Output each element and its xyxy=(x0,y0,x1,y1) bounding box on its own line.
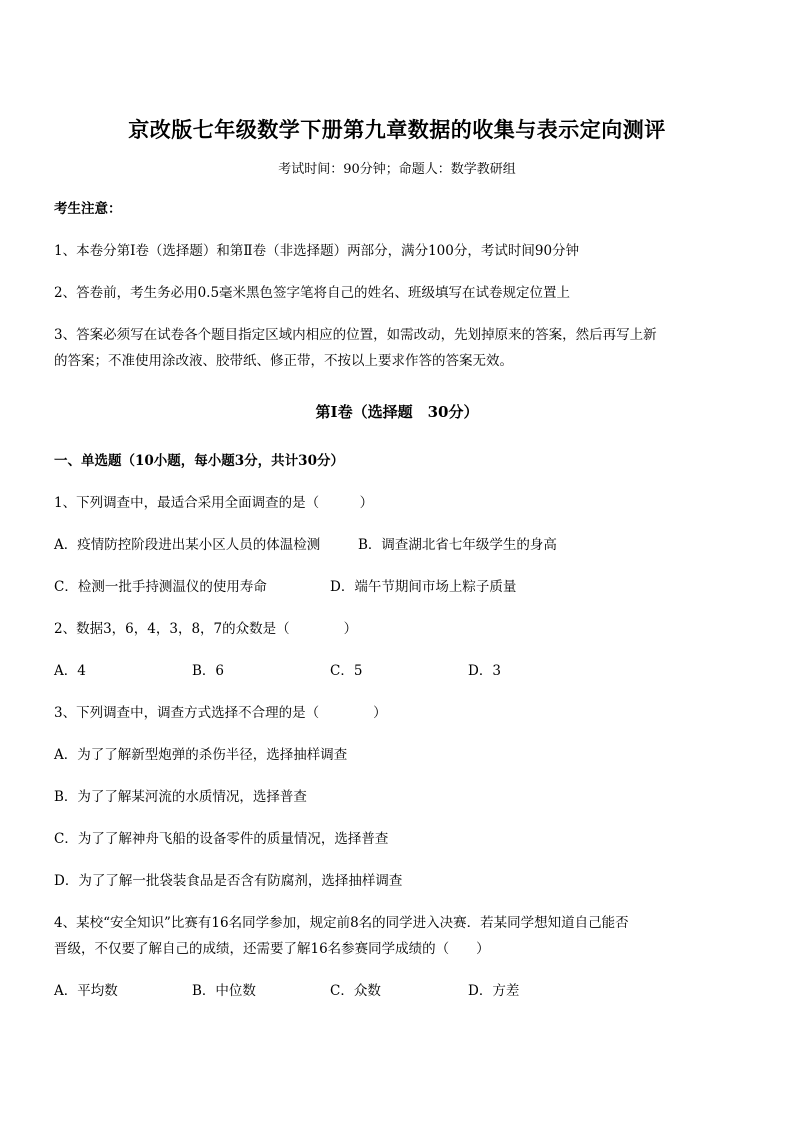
question-3-option-b: B．为了了解某河流的水质情况，选择普查 xyxy=(54,789,307,805)
question-3-stem: 3、下列调查中，调查方式选择不合理的是（ ） xyxy=(54,705,387,721)
question-3-option-a: A．为了了解新型炮弹的杀伤半径，选择抽样调查 xyxy=(54,747,348,763)
question-1-stem: 1、下列调查中，最适合采用全面调查的是（ ） xyxy=(54,495,374,511)
notice-item-2: 2、答卷前，考生务必用0.5毫米黑色签字笔将自己的姓名、班级填写在试卷规定位置上 xyxy=(54,285,571,301)
question-3-option-c: C．为了了解神舟飞船的设备零件的质量情况，选择普查 xyxy=(54,831,389,847)
question-3-option-d: D．为了了解一批袋装食品是否含有防腐剂，选择抽样调查 xyxy=(54,873,403,889)
question-2-option-b: B．6 xyxy=(192,663,225,679)
question-4-stem: 4、某校“安全知识”比赛有16名同学参加，规定前8名的同学进入决赛．若某同学想知道自己能否 xyxy=(54,915,629,931)
question-4-option-a: A．平均数 xyxy=(54,983,118,999)
question-2-stem: 2、数据3，6，4，3，8，7的众数是（ ） xyxy=(54,621,358,637)
question-4-option-c: C．众数 xyxy=(330,983,381,999)
notice-item-1: 1、本卷分第Ⅰ卷（选择题）和第Ⅱ卷（非选择题）两部分，满分100分，考试时间90分钟 xyxy=(54,243,580,259)
question-1-option-a: A．疫情防控阶段进出某小区人员的体温检测 xyxy=(54,537,321,553)
question-2-option-d: D．3 xyxy=(468,663,501,679)
exam-subtitle: 考试时间：90分钟；命题人：数学教研组 xyxy=(278,162,516,177)
question-4-option-d: D．方差 xyxy=(468,983,520,999)
part-heading: 一、单选题（10小题，每小题3分，共计30分） xyxy=(54,453,344,469)
question-4-stem-cont: 晋级，不仅要了解自己的成绩，还需要了解16名参赛同学成绩的（ ） xyxy=(54,941,490,957)
notice-item-3-cont: 的答案；不准使用涂改液、胶带纸、修正带，不按以上要求作答的答案无效。 xyxy=(54,353,513,369)
question-1-option-d: D．端午节期间市场上粽子质量 xyxy=(330,579,517,595)
notice-item-3: 3、答案必须写在试卷各个题目指定区域内相应的位置，如需改动，先划掉原来的答案，然后再写上新 xyxy=(54,327,657,343)
exam-title: 京改版七年级数学下册第九章数据的收集与表示定向测评 xyxy=(128,117,666,142)
question-4-option-b: B．中位数 xyxy=(192,983,256,999)
question-1-option-b: B．调查湖北省七年级学生的身高 xyxy=(358,537,557,553)
question-1-option-c: C．检测一批手持测温仪的使用寿命 xyxy=(54,579,267,595)
question-2-option-a: A．4 xyxy=(54,663,86,679)
notice-heading: 考生注意： xyxy=(54,201,122,217)
section-title: 第Ⅰ卷（选择题 30分） xyxy=(315,403,479,421)
question-2-option-c: C．5 xyxy=(330,663,363,679)
